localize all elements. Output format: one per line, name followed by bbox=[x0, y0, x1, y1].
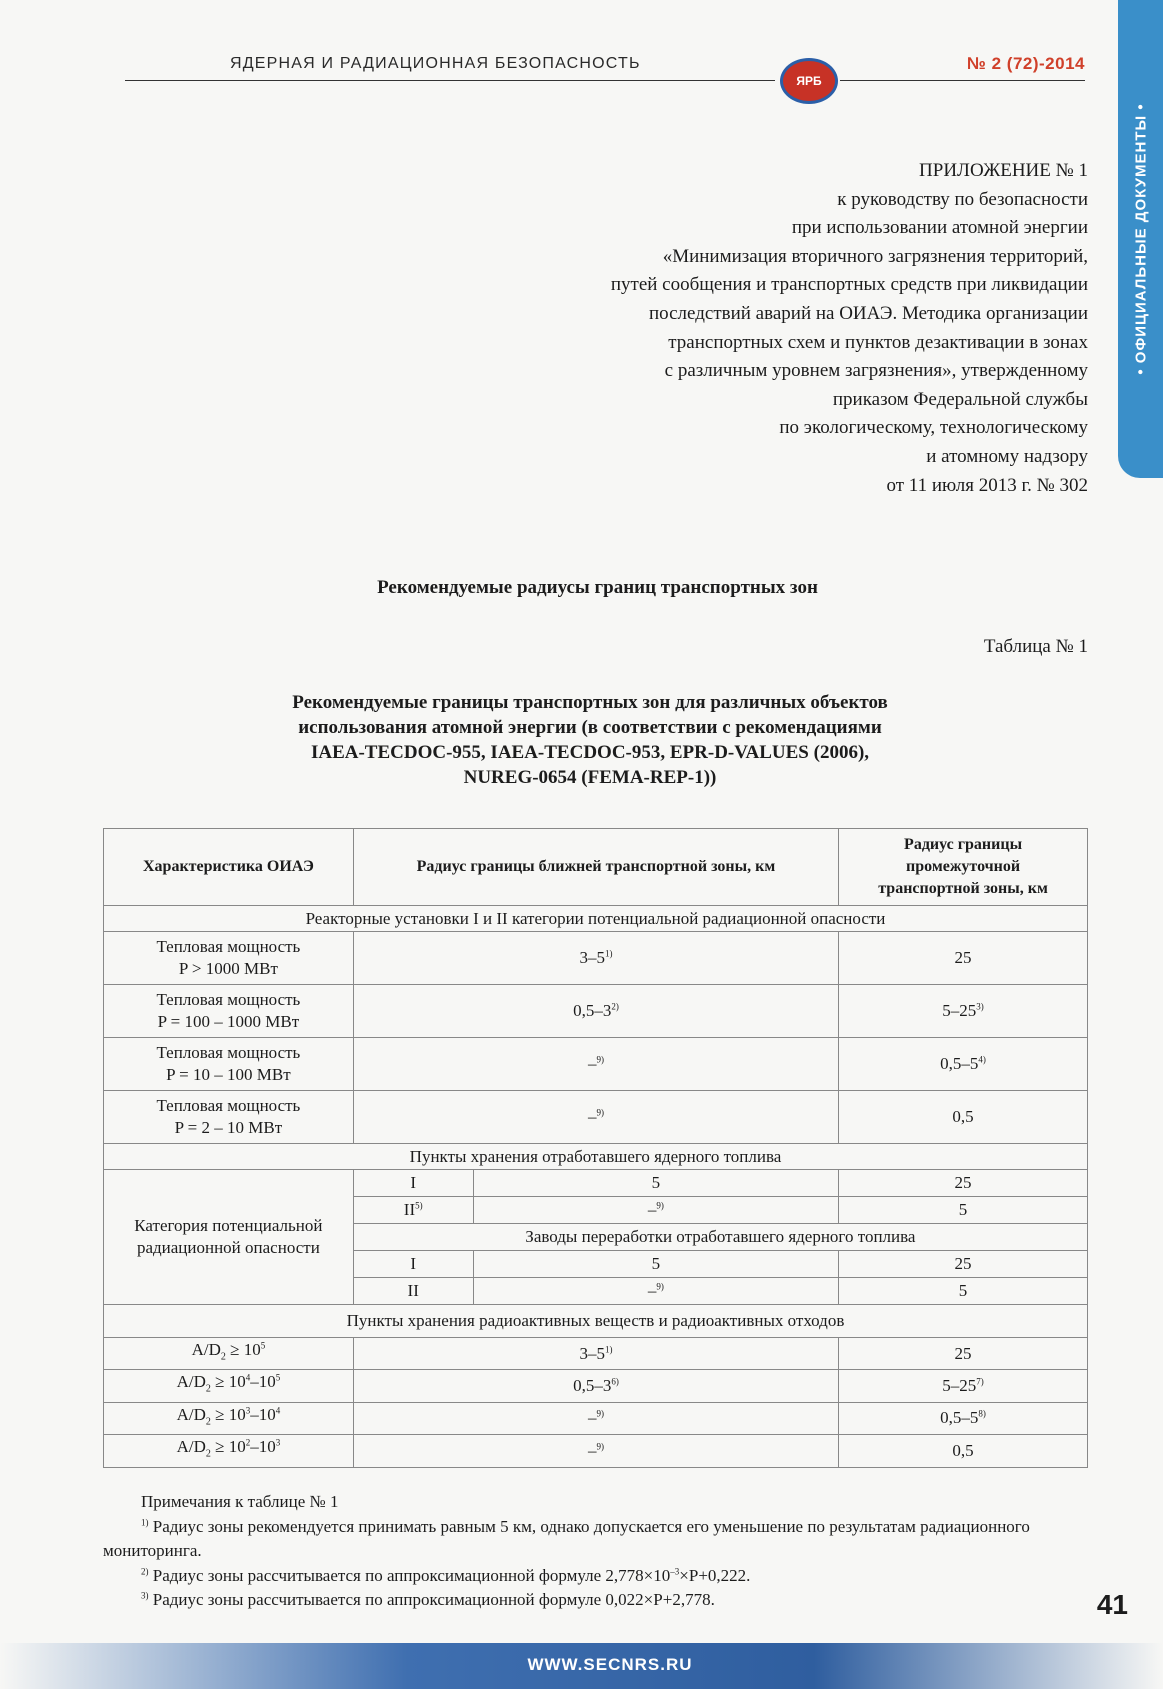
row-label: Тепловая мощность bbox=[156, 990, 301, 1009]
footnote-mark: 6) bbox=[611, 1376, 619, 1387]
mid-value: 0,5 bbox=[952, 1440, 974, 1460]
ratio-text: –10 bbox=[250, 1372, 276, 1392]
table-row bbox=[104, 1338, 1088, 1370]
mid-value: 5–25 bbox=[942, 1001, 977, 1020]
row-characteristic bbox=[104, 1370, 354, 1402]
ratio-text: A/D bbox=[176, 1437, 206, 1457]
section-title: Рекомендуемые радиусы границ транспортных зон bbox=[377, 577, 818, 598]
near-zone-cell bbox=[353, 1370, 838, 1402]
near-value: – bbox=[647, 1200, 657, 1219]
mid-value: 25 bbox=[954, 1343, 972, 1363]
row-label: радиационной опасности bbox=[136, 1238, 320, 1257]
footnote-mark: 5) bbox=[415, 1200, 423, 1211]
row-characteristic bbox=[104, 1338, 354, 1370]
mid-value: 0,5–5 bbox=[940, 1054, 979, 1073]
section-side-tab bbox=[1118, 0, 1163, 478]
near-value: – bbox=[587, 1054, 597, 1073]
near-zone-cell bbox=[353, 932, 838, 985]
ratio-sub: 2 bbox=[220, 1351, 226, 1363]
exponent: –3 bbox=[670, 1565, 680, 1576]
appendix-line: транспортных схем и пунктов дезактивации в зонах bbox=[668, 331, 1088, 353]
mid-zone-cell: 5 bbox=[839, 1278, 1088, 1305]
table-number: Таблица № 1 bbox=[983, 636, 1088, 657]
row-label: Категория потенциальной bbox=[134, 1216, 323, 1235]
journal-logo bbox=[780, 58, 838, 104]
table-row bbox=[104, 932, 1088, 985]
row-characteristic bbox=[104, 985, 354, 1038]
page-number: 41 bbox=[1096, 1589, 1128, 1620]
footnote-mark: 9) bbox=[596, 1054, 604, 1065]
note-3 bbox=[103, 1588, 1088, 1613]
footnote-mark: 4) bbox=[978, 1054, 986, 1065]
footnote-mark: 1) bbox=[604, 1344, 613, 1355]
note-text: Радиус зоны рассчитывается по аппроксимационной формуле 0,022×P+2,778. bbox=[148, 1590, 715, 1609]
near-value: 0,5–3 bbox=[573, 1001, 612, 1020]
exponent: 2 bbox=[245, 1437, 251, 1448]
appendix-line: с различным уровнем загрязнения», утвержденному bbox=[664, 360, 1088, 382]
row-label: P = 2 – 10 МВт bbox=[174, 1118, 283, 1137]
near-zone-cell bbox=[473, 1278, 838, 1305]
near-zone-cell bbox=[353, 1402, 838, 1434]
near-zone-cell bbox=[353, 1435, 838, 1467]
appendix-line: ПРИЛОЖЕНИЕ № 1 bbox=[919, 160, 1088, 181]
group-row bbox=[104, 1305, 1088, 1338]
header-mid-zone: Радиус границы промежуточной транспортной зоны, км bbox=[839, 829, 1088, 906]
ratio-text: ≥ 10 bbox=[210, 1437, 246, 1457]
mid-zone-cell bbox=[839, 1402, 1088, 1434]
row-characteristic bbox=[104, 1402, 354, 1434]
note-text: ×P+0,222. bbox=[679, 1565, 751, 1585]
row-label: P > 1000 МВт bbox=[178, 959, 278, 978]
ratio-text: ≥ 10 bbox=[210, 1404, 246, 1424]
near-value: – bbox=[587, 1408, 597, 1428]
row-label: P = 10 – 100 МВт bbox=[166, 1065, 291, 1084]
exponent: 4 bbox=[275, 1405, 281, 1416]
row-characteristic bbox=[104, 1435, 354, 1467]
caption-line: NUREG-0654 (FEMA-REP-1)) bbox=[463, 767, 717, 788]
footnote-mark: 2) bbox=[141, 1565, 149, 1576]
mid-value: 25 bbox=[954, 948, 972, 967]
group-reprocessing-plants: Заводы переработки отработавшего ядерного топлива bbox=[353, 1224, 1087, 1251]
exponent: 5 bbox=[260, 1340, 266, 1351]
note-text: Радиус зоны рекомендуется принимать равным 5 км, однако допускается его уменьшение по результатам радиационного мониторинга. bbox=[103, 1516, 1030, 1560]
issue-number: № 2 (72)-2014 bbox=[966, 54, 1085, 73]
category-cell: II bbox=[353, 1278, 473, 1305]
row-label: P = 100 – 1000 МВт bbox=[157, 1012, 300, 1031]
row-characteristic bbox=[104, 932, 354, 985]
exponent: 5 bbox=[275, 1372, 281, 1383]
footer-url[interactable]: WWW.SECNRS.RU bbox=[527, 1655, 693, 1674]
appendix-line: последствий аварий на ОИАЭ. Методика организации bbox=[648, 302, 1088, 324]
ratio-text: A/D bbox=[176, 1404, 206, 1424]
mid-zone-cell: 25 bbox=[839, 1251, 1088, 1278]
ratio-text: –10 bbox=[250, 1437, 276, 1457]
table-header-row bbox=[104, 829, 1088, 906]
category-label-cell bbox=[104, 1170, 354, 1305]
mid-zone-cell: 25 bbox=[839, 1170, 1088, 1197]
journal-title: ЯДЕРНАЯ И РАДИАЦИОННАЯ БЕЗОПАСНОСТЬ bbox=[230, 55, 641, 72]
logo-text: ЯРБ bbox=[796, 74, 822, 88]
near-value: 3–5 bbox=[579, 948, 605, 967]
header-near-zone: Радиус границы ближней транспортной зоны, км bbox=[353, 829, 838, 906]
footer-band bbox=[0, 1643, 1163, 1689]
appendix-block bbox=[528, 157, 1088, 500]
ratio-sub: 2 bbox=[205, 1416, 211, 1428]
mid-value: 0,5 bbox=[952, 1107, 974, 1126]
footnote-mark: 9) bbox=[596, 1408, 604, 1419]
row-label: Тепловая мощность bbox=[156, 1096, 301, 1115]
group-row bbox=[104, 1144, 1088, 1170]
group-row bbox=[104, 906, 1088, 932]
near-zone-cell bbox=[473, 1197, 838, 1224]
ratio-sub: 2 bbox=[205, 1448, 211, 1460]
appendix-line: приказом Федеральной службы bbox=[832, 388, 1088, 410]
appendix-line: и атомному надзору bbox=[926, 445, 1088, 467]
appendix-line: при использовании атомной энергии bbox=[791, 217, 1088, 239]
table-row bbox=[104, 1038, 1088, 1091]
category-cell bbox=[353, 1170, 473, 1197]
ratio-text: A/D bbox=[176, 1372, 206, 1392]
ratio-text: A/D bbox=[191, 1340, 221, 1359]
transport-zones-table bbox=[103, 828, 1088, 1468]
near-value: 3–5 bbox=[579, 1343, 605, 1363]
caption-line: Рекомендуемые границы транспортных зон для различных объектов bbox=[292, 692, 888, 713]
footnote-mark: 1) bbox=[604, 948, 613, 959]
near-zone-cell bbox=[473, 1251, 838, 1278]
table-notes bbox=[103, 1490, 1088, 1613]
footnote-mark: 3) bbox=[976, 1001, 984, 1012]
header-rule-left bbox=[125, 80, 775, 81]
footnote-mark: 9) bbox=[596, 1107, 604, 1118]
header-rule-right bbox=[840, 80, 1085, 81]
row-label: Тепловая мощность bbox=[156, 1043, 301, 1062]
mid-zone-cell: 5 bbox=[839, 1197, 1088, 1224]
group-fuel-storage: Пункты хранения отработавшего ядерного топлива bbox=[104, 1144, 1088, 1170]
caption-line: использования атомной энергии (в соответствии с рекомендациями bbox=[298, 717, 882, 738]
category-cell bbox=[353, 1197, 473, 1224]
row-label: Тепловая мощность bbox=[156, 937, 301, 956]
near-value: 5 bbox=[651, 1254, 661, 1273]
table-row bbox=[104, 985, 1088, 1038]
category-value: II bbox=[403, 1200, 416, 1219]
appendix-line: к руководству по безопасности bbox=[837, 188, 1088, 210]
ratio-sub: 2 bbox=[205, 1383, 211, 1395]
table-row bbox=[104, 1402, 1088, 1434]
near-value: – bbox=[587, 1440, 597, 1460]
note-2 bbox=[103, 1564, 1088, 1589]
footnote-mark: 9) bbox=[656, 1200, 664, 1211]
appendix-line: от 11 июля 2013 г. № 302 bbox=[886, 474, 1088, 496]
footnote-mark: 3) bbox=[141, 1590, 149, 1601]
notes-title: Примечания к таблице № 1 bbox=[141, 1492, 339, 1511]
category-cell: I bbox=[353, 1251, 473, 1278]
note-1 bbox=[103, 1515, 1088, 1564]
mid-value: 5–25 bbox=[942, 1376, 977, 1396]
near-value: 0,5–3 bbox=[573, 1376, 612, 1396]
near-zone-cell bbox=[353, 985, 838, 1038]
appendix-line: путей сообщения и транспортных средств при ликвидации bbox=[610, 274, 1088, 296]
caption-line: IAEA-TECDOC-955, IAEA-TECDOC-953, EPR-D-VALUES (2006), bbox=[310, 742, 870, 763]
near-zone-cell bbox=[473, 1170, 838, 1197]
footnote-mark: 9) bbox=[596, 1441, 604, 1452]
near-zone-cell bbox=[353, 1338, 838, 1370]
row-characteristic bbox=[104, 1038, 354, 1091]
footnote-mark: 7) bbox=[976, 1376, 984, 1387]
table-caption bbox=[230, 690, 950, 790]
header-characteristic: Характеристика ОИАЭ bbox=[104, 829, 354, 906]
group-radioactive-waste: Пункты хранения радиоактивных веществ и радиоактивных отходов bbox=[104, 1305, 1088, 1338]
appendix-line: «Минимизация вторичного загрязнения территорий, bbox=[662, 245, 1088, 267]
footnote-mark: 2) bbox=[611, 1001, 619, 1012]
footnote-mark: 9) bbox=[656, 1281, 664, 1292]
mid-value: 0,5–5 bbox=[940, 1408, 979, 1428]
mid-zone-cell bbox=[839, 1091, 1088, 1144]
exponent: 3 bbox=[245, 1405, 251, 1416]
row-characteristic bbox=[104, 1091, 354, 1144]
ratio-text: –10 bbox=[250, 1404, 276, 1424]
ratio-text: ≥ 10 bbox=[225, 1340, 261, 1359]
exponent: 4 bbox=[245, 1372, 251, 1383]
table-row bbox=[104, 1370, 1088, 1402]
footnote-mark: 1) bbox=[141, 1516, 149, 1527]
table-row bbox=[104, 1435, 1088, 1467]
table-row bbox=[104, 1091, 1088, 1144]
near-zone-cell bbox=[353, 1091, 838, 1144]
group-reactors: Реакторные установки I и II категории потенциальной радиационной опасности bbox=[104, 906, 1088, 932]
appendix-line: по экологическому, технологическому bbox=[779, 417, 1088, 439]
note-text: Радиус зоны рассчитывается по аппроксимационной формуле 2,778×10 bbox=[148, 1565, 671, 1585]
mid-zone-cell bbox=[839, 1338, 1088, 1370]
mid-zone-cell bbox=[839, 932, 1088, 985]
side-tab-label: • ОФИЦИАЛЬНЫЕ ДОКУМЕНТЫ • bbox=[1132, 103, 1149, 375]
exponent: 3 bbox=[275, 1437, 281, 1448]
mid-zone-cell bbox=[839, 985, 1088, 1038]
near-value: – bbox=[587, 1107, 597, 1126]
mid-zone-cell bbox=[839, 1038, 1088, 1091]
near-zone-cell bbox=[353, 1038, 838, 1091]
category-value: I bbox=[410, 1173, 417, 1192]
mid-zone-cell bbox=[839, 1370, 1088, 1402]
near-value: 5 bbox=[651, 1173, 661, 1192]
footnote-mark: 8) bbox=[978, 1408, 986, 1419]
table-row bbox=[104, 1170, 1088, 1197]
mid-zone-cell bbox=[839, 1435, 1088, 1467]
ratio-text: ≥ 10 bbox=[210, 1372, 246, 1392]
near-value: – bbox=[647, 1281, 657, 1300]
